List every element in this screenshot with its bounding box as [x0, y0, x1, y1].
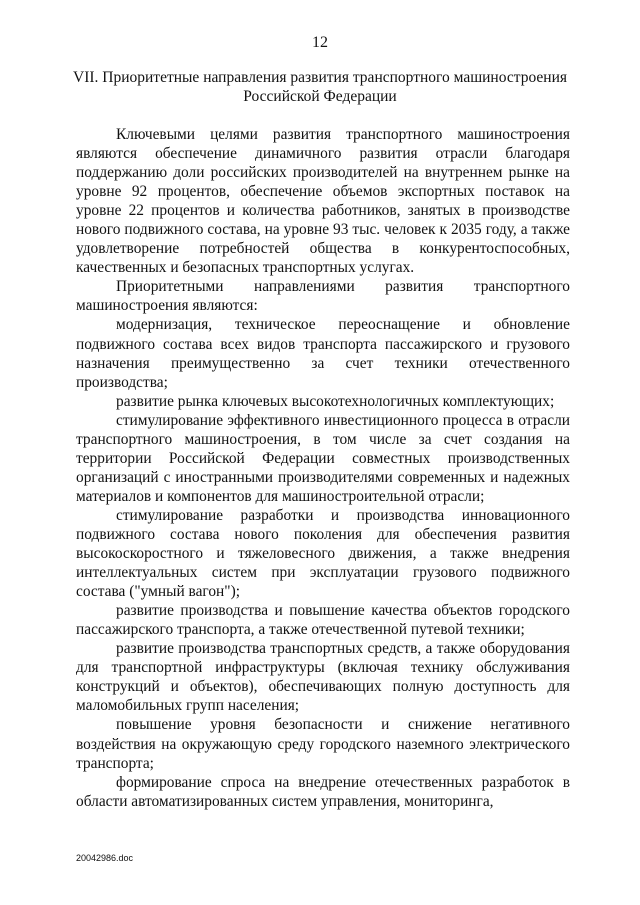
paragraph-goals: Ключевыми целями развития транспортного машиностроения являются обеспечение динамичного развития отрасли благодаря поддержанию доли российских производителей на внутреннем рынке на уровне 92 процентов, обеспечение объемов экспортных поставок на уровне 22 процентов и количества работников, занятых в производстве нового подвижного состава, на уровне 93 тыс. человек к 2035 году, а также удовлетворение потребностей общества в конкурентоспособных, качественных и безопасных транспортных услугах.	[76, 126, 570, 277]
section-heading-line-1: VII. Приоритетные направления развития транспортного машиностроения	[73, 69, 567, 86]
section-heading-line-2: Российской Федерации	[243, 88, 397, 105]
footer-filename: 20042986.doc	[76, 853, 134, 863]
list-item-innovation: стимулирование разработки и производства инновационного подвижного состава нового поколения для обеспечения развития высокоскоростного и тяжеловесного движения, а также внедрения интеллектуальных систем при эксплуатации грузового подвижного состава ("умный вагон");	[76, 506, 570, 601]
section-heading	[60, 68, 580, 106]
list-item-components-market: развитие рынка ключевых высокотехнологичных комплектующих;	[116, 392, 555, 410]
list-item-domestic-demand: формирование спроса на внедрение отечественных разработок в области автоматизированных систем управления, мониторинга,	[76, 773, 570, 810]
list-item-investment: стимулирование эффективного инвестиционного процесса в отрасли транспортного машиностроения, в том числе за счет создания на территории Российской Федерации совместных производственных организаций с иностранными производителями современных и надежных материалов и компонентов для машиностроительной отрасли;	[76, 411, 570, 505]
paragraph-priorities-intro: Приоритетными направлениями развития транспортного машиностроения являются:	[76, 278, 570, 315]
list-item-modernization: модернизация, техническое переоснащение и обновление подвижного состава всех видов транспорта пассажирского и грузового назначения преимущественно за счет техники отечественного производства;	[76, 316, 570, 391]
document-body	[76, 125, 570, 811]
list-item-accessibility: развитие производства транспортных средств, а также оборудования для транспортной инфраструктуры (включая технику обслуживания конструкций и объектов), обеспечивающих полную доступность для маломобильных групп населения;	[76, 640, 570, 715]
list-item-urban-transport: развитие производства и повышение качества объектов городского пассажирского транспорта, а также отечественной путевой техники;	[76, 602, 570, 639]
list-item-safety: повышение уровня безопасности и снижение негативного воздействия на окружающую среду городского наземного электрического транспорта;	[76, 716, 570, 772]
page-number: 12	[312, 34, 328, 51]
